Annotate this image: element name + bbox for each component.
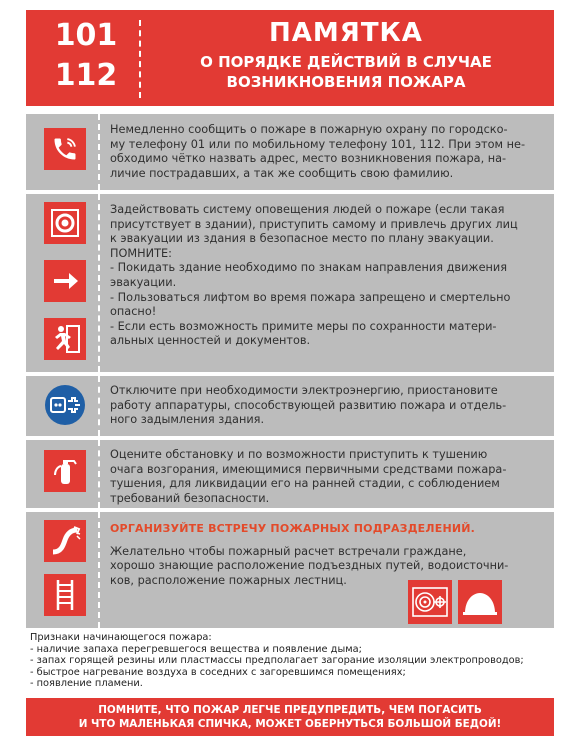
text-line: Оцените обстановку и по возможности приступить к тушению: [110, 448, 488, 461]
text-line: Немедленно сообщить о пожаре в пожарную охрану по городско-: [110, 123, 508, 136]
text-line: личие пострадавших, а так же сообщить свою фамилию.: [110, 166, 454, 180]
section-divider: [98, 376, 100, 436]
section-extinguish-text: [110, 448, 546, 506]
section-icon-column: [26, 114, 94, 190]
list-item: - запах горящей резины или пластмассы предполагает загорание изоляции электропроводов;: [30, 655, 524, 667]
text-line: работу аппаратуры, способствующей развитию пожара и отдель-: [110, 398, 507, 412]
section-evacuation-text: [110, 203, 546, 349]
footer-line-1: ПОМНИТЕ, ЧТО ПОЖАР ЛЕГЧЕ ПРЕДУПРЕДИТЬ, ЧЕМ ПОГАСИТЬ: [98, 704, 482, 716]
text-line: обходимо чётко назвать адрес, место возникновения пожара, на-: [110, 152, 507, 166]
fire-safety-poster: [26, 10, 554, 736]
text-line: Задействовать систему оповещения людей о пожаре (если такая: [110, 203, 505, 216]
emergency-number-112: 112: [54, 58, 118, 93]
emergency-exit-icon: [44, 318, 86, 360]
text-line: ков, расположение пожарных лестниц.: [110, 573, 347, 587]
section-power-text: [110, 384, 546, 428]
fire-blanket-icon: [458, 580, 502, 624]
title-block: [146, 18, 546, 92]
fire-ladder-icon: [44, 574, 86, 616]
section-evacuation: [26, 194, 554, 372]
section-icon-column: [26, 376, 94, 436]
text-line: присутствует в здании), приступить самому и привлечь других лиц: [110, 217, 518, 231]
list-item: - быстрое нагревание воздуха в соседних с загоревшимся помещениях;: [30, 666, 406, 678]
fire-signs-title: Признаки начинающегося пожара:: [30, 632, 212, 643]
list-item: - наличие запаха перегревшегося вещества и появление дыма;: [30, 643, 362, 655]
fire-hose-icon: [44, 520, 86, 562]
text-line: альных ценностей и документов.: [110, 334, 311, 348]
text-line: очага возгорания, имеющимися первичными средствами пожара-: [110, 462, 507, 476]
section-divider: [98, 194, 100, 372]
phone-icon: [44, 128, 86, 170]
footer-line-2: И ЧТО МАЛЕНЬКАЯ СПИЧКА, МОЖЕТ ОБЕРНУТЬСЯ БОЛЬШОЙ БЕДОЙ!: [78, 718, 502, 730]
text-line: - Если есть возможность примите меры по сохранности матери-: [110, 319, 497, 333]
text-line: хорошо знающие расположение подъездных путей, водоисточни-: [110, 559, 509, 573]
emergency-number-101: 101: [54, 18, 118, 53]
section-icon-column: [26, 440, 94, 508]
section-icon-column: [26, 512, 94, 628]
text-line: му телефону 01 или по мобильному телефону 101, 112. При этом не-: [110, 137, 526, 151]
text-line: к эвакуации из здания в безопасное место по плану эвакуации.: [110, 232, 494, 246]
list-item: - появление пламени.: [30, 678, 143, 690]
text-line: требований безопасности.: [110, 491, 270, 505]
section-divider: [98, 114, 100, 190]
emergency-numbers: [36, 16, 136, 96]
fire-signs-list: [30, 632, 550, 690]
section-meet-fire-brigade: [26, 512, 554, 628]
text-line: опасно!: [110, 305, 157, 319]
text-line: эвакуации.: [110, 275, 177, 289]
poster-footer: [26, 698, 554, 736]
text-line: Желательно чтобы пожарный расчет встречали граждане,: [110, 544, 467, 558]
text-line: - Покидать здание необходимо по знакам направления движения: [110, 261, 508, 275]
fire-hose-reel-icon: [408, 580, 452, 624]
section-meet-text: [110, 522, 546, 588]
section-call-fire-service: [26, 114, 554, 190]
poster-header: [26, 10, 554, 106]
text-line: тушения, для ликвидации его на ранней стадии, с соблюдением: [110, 477, 500, 491]
section-extinguish: [26, 440, 554, 508]
section-icon-column: [26, 194, 94, 372]
page-subtitle-line-1: О ПОРЯДКЕ ДЕЙСТВИЙ В СЛУЧАЕ: [200, 53, 492, 71]
fire-extinguisher-icon: [44, 450, 86, 492]
unplug-icon: [44, 384, 86, 426]
direction-arrow-icon: [44, 260, 86, 302]
text-line: ПОМНИТЕ:: [110, 246, 172, 260]
text-line: ного задымления здания.: [110, 413, 265, 427]
page-subtitle-line-2: ВОЗНИКНОВЕНИЯ ПОЖАРА: [226, 73, 466, 91]
header-divider: [139, 20, 141, 98]
section-power-off: [26, 376, 554, 436]
text-line: - Пользоваться лифтом во время пожара запрещено и смертельно: [110, 290, 511, 304]
section-divider: [98, 512, 100, 628]
page-title: ПАМЯТКА: [269, 18, 423, 48]
section-heading: ОРГАНИЗУЙТЕ ВСТРЕЧУ ПОЖАРНЫХ ПОДРАЗДЕЛЕНИЙ.: [110, 522, 476, 535]
alarm-button-icon: [44, 202, 86, 244]
section-divider: [98, 440, 100, 508]
text-line: Отключите при необходимости электроэнергию, приостановите: [110, 384, 498, 397]
section-call-text: [110, 123, 546, 181]
